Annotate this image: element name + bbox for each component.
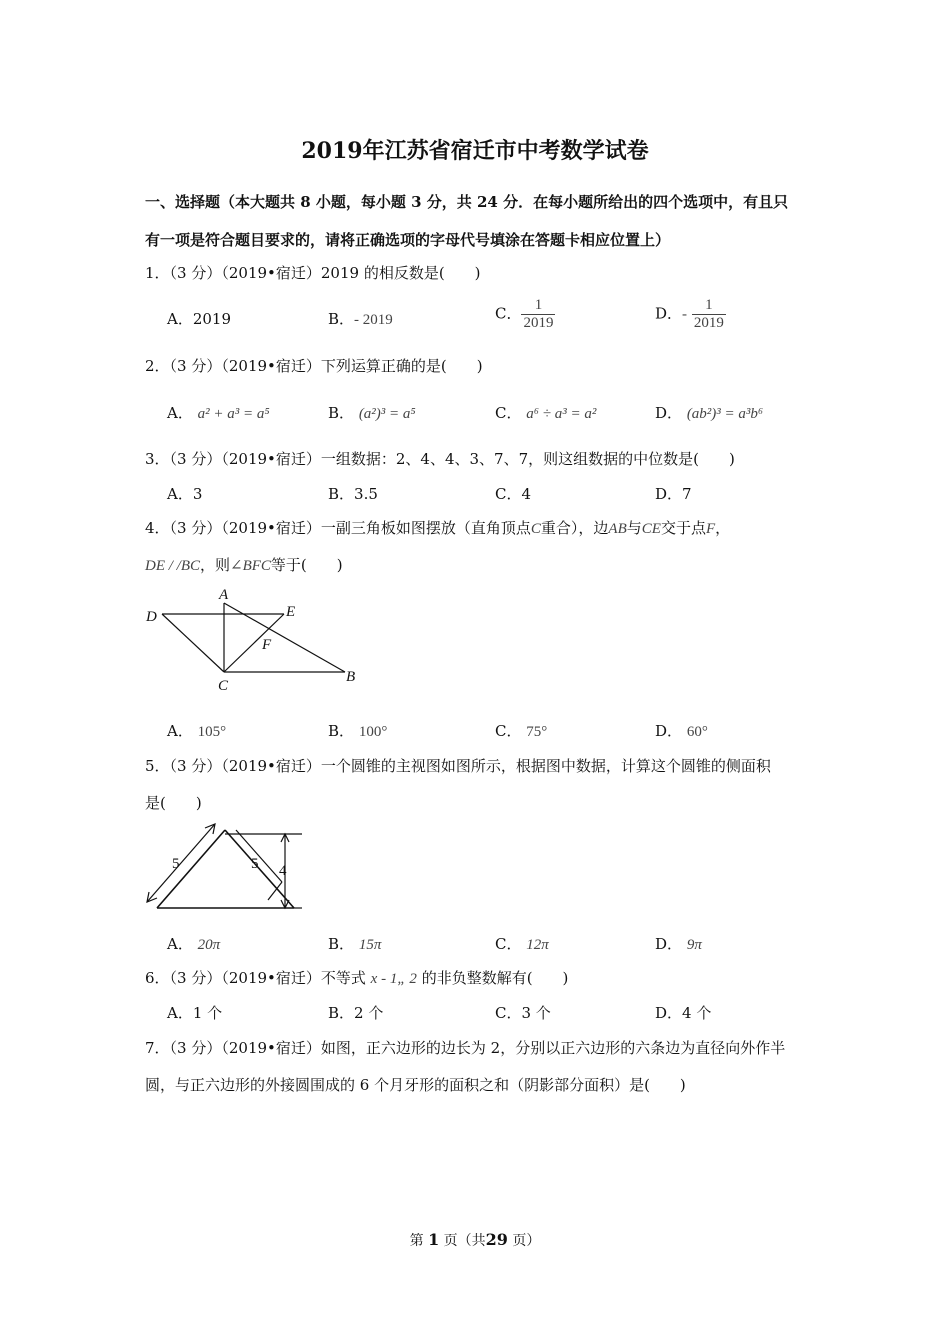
fraction: $\frac{1}{2019}$ <box>693 297 724 331</box>
segment-dc <box>162 614 224 672</box>
q4-option-c: C． 75° <box>495 722 548 740</box>
label-d: D <box>146 609 157 625</box>
q4-option-b: B． 100° <box>328 722 388 740</box>
q3-option-a: A．3 <box>167 485 203 503</box>
fraction: $\frac{1}{2019}$ <box>523 297 554 331</box>
question-7-stem-line1: 7．（3 分）（2019•宿迁）如图，正六边形的边长为 2，分别以正六边形的六条边为直径向外作半 <box>145 1039 786 1057</box>
q3-option-d: D．7 <box>655 485 692 503</box>
label-height: 4 <box>279 863 287 879</box>
q2-option-d: D． (ab²)³ = a³b⁶ <box>655 404 764 422</box>
question-4-stem-line1: 4．（3 分）（2019•宿迁）一副三角板如图摆放（直角顶点C重合），边AB与CE交于点F， <box>145 519 731 537</box>
q2-option-c: C． a⁶ ÷ a³ = a² <box>495 404 597 422</box>
q1-option-d: D．- $\frac{1}{2019}$ <box>655 297 724 331</box>
question-7-stem-line2: 圆，与正六边形的外接圆围成的 6 个月牙形的面积之和（阴影部分面积）是( ) <box>145 1076 686 1094</box>
q3-option-c: C．4 <box>495 485 532 503</box>
q5-option-b: B． 15π <box>328 935 382 953</box>
section-heading-line1: 一、选择题（本大题共 8 小题，每小题 3 分，共 24 分．在每小题所给出的四个选项中，有且只 <box>145 193 789 211</box>
page-title: 2019年江苏省宿迁市中考数学试卷 <box>301 138 649 164</box>
cone-left-side <box>157 830 225 908</box>
dimension-line-left <box>147 824 215 902</box>
cone-front-view-figure <box>140 820 310 915</box>
label-a: A <box>219 587 229 603</box>
q1-option-b: B．- 2019 <box>328 310 393 328</box>
section-heading-line2: 有一项是符合题目要求的，请将正确选项的字母代号填涂在答题卡相应位置上） <box>145 231 671 249</box>
page-footer: 第 1 页（共29 页） <box>409 1230 541 1249</box>
q6-option-b: B．2 个 <box>328 1004 384 1022</box>
question-5-stem-line1: 5．（3 分）（2019•宿迁）一个圆锥的主视图如图所示，根据图中数据，计算这个圆锥的侧面积 <box>145 757 771 775</box>
q1-option-c: C． $\frac{1}{2019}$ <box>495 297 554 331</box>
label-b: B <box>346 669 356 685</box>
q5-option-c: C． 12π <box>495 935 549 953</box>
question-6-stem: 6．（3 分）（2019•宿迁）不等式 x - 1„ 2 的非负整数解有( ) <box>145 969 569 987</box>
q2-option-a: A． a² + a³ = a⁵ <box>167 404 270 422</box>
question-2-stem: 2．（3 分）（2019•宿迁）下列运算正确的是( ) <box>145 357 483 375</box>
q5-option-a: A． 20π <box>167 935 221 953</box>
q4-option-a: A． 105° <box>167 722 227 740</box>
segment-ce <box>224 614 284 672</box>
question-4-stem-line2: DE / /BC，则∠BFC等于( ) <box>145 556 343 574</box>
q2-option-b: B． (a²)³ = a⁵ <box>328 404 416 422</box>
q6-option-d: D．4 个 <box>655 1004 712 1022</box>
label-slant-right: 5 <box>251 856 259 872</box>
q1-option-a: A．2019 <box>167 310 232 328</box>
q6-option-c: C．3 个 <box>495 1004 551 1022</box>
label-e: E <box>286 604 296 620</box>
label-slant-left: 5 <box>172 856 180 872</box>
dimension-line-right <box>236 830 282 882</box>
q3-option-b: B．3.5 <box>328 485 378 503</box>
triangle-set-figure <box>140 585 370 695</box>
q5-option-d: D． 9π <box>655 935 702 953</box>
question-3-stem: 3．（3 分）（2019•宿迁）一组数据：2、4、4、3、7、7，则这组数据的中位数是( ) <box>145 450 735 468</box>
label-c: C <box>218 678 229 694</box>
q4-option-d: D． 60° <box>655 722 708 740</box>
label-f: F <box>262 637 272 653</box>
question-5-stem-line2: 是( ) <box>145 794 202 812</box>
q6-option-a: A．1 个 <box>167 1004 223 1022</box>
segment-ab <box>224 603 345 672</box>
question-1-stem: 1．（3 分）（2019•宿迁）2019 的相反数是( ) <box>145 264 481 282</box>
